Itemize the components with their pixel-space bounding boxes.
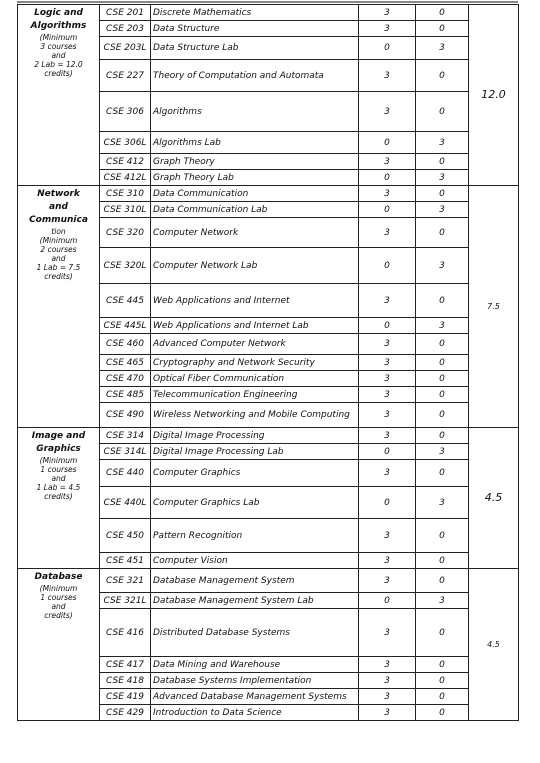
course-title: Database Systems Implementation [151,673,359,689]
group-label-line: 1 Lab = 4.5 [36,483,81,492]
group-label-line: Database [34,572,83,582]
lab-credit: 0 [416,657,469,673]
course-title: Graph Theory [151,154,359,170]
theory-credit: 3 [359,673,416,689]
course-code: CSE 227 [100,60,151,92]
group-label-line: (Minimum [39,456,78,465]
lab-credit: 0 [416,460,469,487]
group-label-line: credits) [44,611,73,620]
course-code: CSE 306 [100,92,151,132]
lab-credit: 3 [416,170,469,186]
course-title: Web Applications and Internet Lab [151,318,359,334]
course-code: CSE 314 [100,428,151,444]
group-label-line: and [49,202,68,212]
course-title: Database Management System Lab [151,593,359,609]
course-row [18,186,519,202]
course-code: CSE 429 [100,705,151,721]
lab-credit: 0 [416,609,469,657]
theory-credit: 3 [359,403,416,428]
course-code: CSE 320L [100,248,151,284]
theory-credit: 3 [359,154,416,170]
group-label-line: credits) [44,272,73,281]
theory-credit: 0 [359,487,416,519]
theory-credit: 3 [359,60,416,92]
course-code: CSE 310 [100,186,151,202]
group-label-line: Algorithms [30,21,87,31]
group-label-line: (Minimum [39,584,78,593]
course-title: Database Management System [151,569,359,593]
course-code: CSE 490 [100,403,151,428]
theory-credit: 0 [359,248,416,284]
course-code: CSE 412 [100,154,151,170]
group-label-cell [18,186,100,428]
group-label-line: Image and [31,431,86,441]
course-code: CSE 314L [100,444,151,460]
theory-credit: 3 [359,387,416,403]
course-code: CSE 450 [100,519,151,553]
group-label-line: 1 courses [40,593,77,602]
course-title: Theory of Computation and Automata [151,60,359,92]
theory-credit: 3 [359,218,416,248]
lab-credit: 0 [416,387,469,403]
course-title: Pattern Recognition [151,519,359,553]
course-title: Digital Image Processing [151,428,359,444]
course-code: CSE 445 [100,284,151,318]
course-code: CSE 306L [100,132,151,154]
lab-credit: 0 [416,186,469,202]
course-code: CSE 321 [100,569,151,593]
theory-credit: 3 [359,92,416,132]
theory-credit: 0 [359,202,416,218]
theory-credit: 3 [359,519,416,553]
course-title: Distributed Database Systems [151,609,359,657]
course-title: Computer Vision [151,553,359,569]
course-title: Optical Fiber Communication [151,371,359,387]
group-label-line: 1 courses [40,465,77,474]
course-title: Wireless Networking and Mobile Computing [151,403,359,428]
lab-credit: 3 [416,202,469,218]
course-code: CSE 445L [100,318,151,334]
course-title: Computer Graphics Lab [151,487,359,519]
lab-credit: 3 [416,132,469,154]
lab-credit: 0 [416,284,469,318]
course-title: Algorithms [151,92,359,132]
group-credit-total: 4.5 [469,569,519,721]
course-row [18,569,519,593]
top-rule [17,1,518,3]
lab-credit: 0 [416,218,469,248]
theory-credit: 0 [359,170,416,186]
course-title: Discrete Mathematics [151,5,359,21]
elective-course-table [17,4,519,721]
course-title: Cryptography and Network Security [151,355,359,371]
course-title: Telecommunication Engineering [151,387,359,403]
lab-credit: 0 [416,519,469,553]
course-title: Data Mining and Warehouse [151,657,359,673]
course-title: Graph Theory Lab [151,170,359,186]
group-label-line: 3 courses [40,42,77,51]
course-code: CSE 416 [100,609,151,657]
lab-credit: 3 [416,248,469,284]
theory-credit: 3 [359,355,416,371]
group-label-line: Logic and [34,8,83,18]
course-code: CSE 460 [100,334,151,355]
lab-credit: 3 [416,593,469,609]
course-title: Digital Image Processing Lab [151,444,359,460]
theory-credit: 3 [359,569,416,593]
theory-credit: 3 [359,334,416,355]
theory-credit: 3 [359,705,416,721]
group-label-line: Graphics [36,444,81,454]
group-label-line: 2 courses [40,245,77,254]
lab-credit: 0 [416,403,469,428]
lab-credit: 0 [416,355,469,371]
lab-credit: 0 [416,92,469,132]
group-label-line: Network [37,189,80,199]
group-label-line: (Minimum [39,33,78,42]
theory-credit: 3 [359,284,416,318]
course-row [18,428,519,444]
group-label-line: and [51,602,66,611]
group-label-cell [18,428,100,569]
lab-credit: 0 [416,60,469,92]
theory-credit: 3 [359,21,416,37]
course-code: CSE 485 [100,387,151,403]
course-code: CSE 412L [100,170,151,186]
course-row [18,5,519,21]
theory-credit: 3 [359,186,416,202]
theory-credit: 3 [359,553,416,569]
course-title: Data Structure Lab [151,37,359,60]
lab-credit: 3 [416,444,469,460]
theory-credit: 3 [359,689,416,705]
group-label-line: and [51,51,66,60]
group-label-line: credits) [44,492,73,501]
course-title: Algorithms Lab [151,132,359,154]
theory-credit: 3 [359,371,416,387]
course-code: CSE 320 [100,218,151,248]
course-code: CSE 321L [100,593,151,609]
lab-credit: 0 [416,5,469,21]
lab-credit: 0 [416,705,469,721]
course-title: Data Communication Lab [151,202,359,218]
theory-credit: 3 [359,460,416,487]
lab-credit: 0 [416,371,469,387]
course-code: CSE 203L [100,37,151,60]
course-title: Advanced Database Management Systems [151,689,359,705]
group-label-cell [18,5,100,186]
group-label-line: tion [51,227,66,236]
course-code: CSE 417 [100,657,151,673]
course-title: Advanced Computer Network [151,334,359,355]
group-credit-total: 4.5 [469,428,519,569]
course-code: CSE 310L [100,202,151,218]
course-code: CSE 440 [100,460,151,487]
theory-credit: 3 [359,5,416,21]
course-title: Web Applications and Internet [151,284,359,318]
course-code: CSE 465 [100,355,151,371]
lab-credit: 0 [416,673,469,689]
group-credit-total: 12.0 [469,5,519,186]
group-label-line: credits) [44,69,73,78]
group-label-line: 1 Lab = 7.5 [36,263,81,272]
lab-credit: 0 [416,334,469,355]
group-label-line: and [51,254,66,263]
theory-credit: 0 [359,593,416,609]
lab-credit: 3 [416,487,469,519]
lab-credit: 0 [416,553,469,569]
group-label-cell [18,569,100,721]
group-credit-total: 7.5 [469,186,519,428]
lab-credit: 3 [416,318,469,334]
theory-credit: 0 [359,132,416,154]
group-label-line: Communica [29,215,88,225]
theory-credit: 0 [359,444,416,460]
course-code: CSE 470 [100,371,151,387]
course-code: CSE 201 [100,5,151,21]
lab-credit: 0 [416,689,469,705]
group-label-line: 2 Lab = 12.0 [34,60,83,69]
theory-credit: 0 [359,37,416,60]
course-code: CSE 418 [100,673,151,689]
lab-credit: 0 [416,569,469,593]
theory-credit: 3 [359,609,416,657]
lab-credit: 3 [416,37,469,60]
theory-credit: 3 [359,428,416,444]
course-title: Computer Network [151,218,359,248]
course-title: Data Communication [151,186,359,202]
group-label-line: (Minimum [39,236,78,245]
course-code: CSE 451 [100,553,151,569]
course-code: CSE 440L [100,487,151,519]
course-title: Computer Graphics [151,460,359,487]
theory-credit: 3 [359,657,416,673]
lab-credit: 0 [416,154,469,170]
lab-credit: 0 [416,428,469,444]
course-title: Computer Network Lab [151,248,359,284]
theory-credit: 0 [359,318,416,334]
course-table-body [18,5,519,721]
lab-credit: 0 [416,21,469,37]
course-title: Data Structure [151,21,359,37]
course-title: Introduction to Data Science [151,705,359,721]
course-code: CSE 419 [100,689,151,705]
group-label-line: and [51,474,66,483]
course-code: CSE 203 [100,21,151,37]
